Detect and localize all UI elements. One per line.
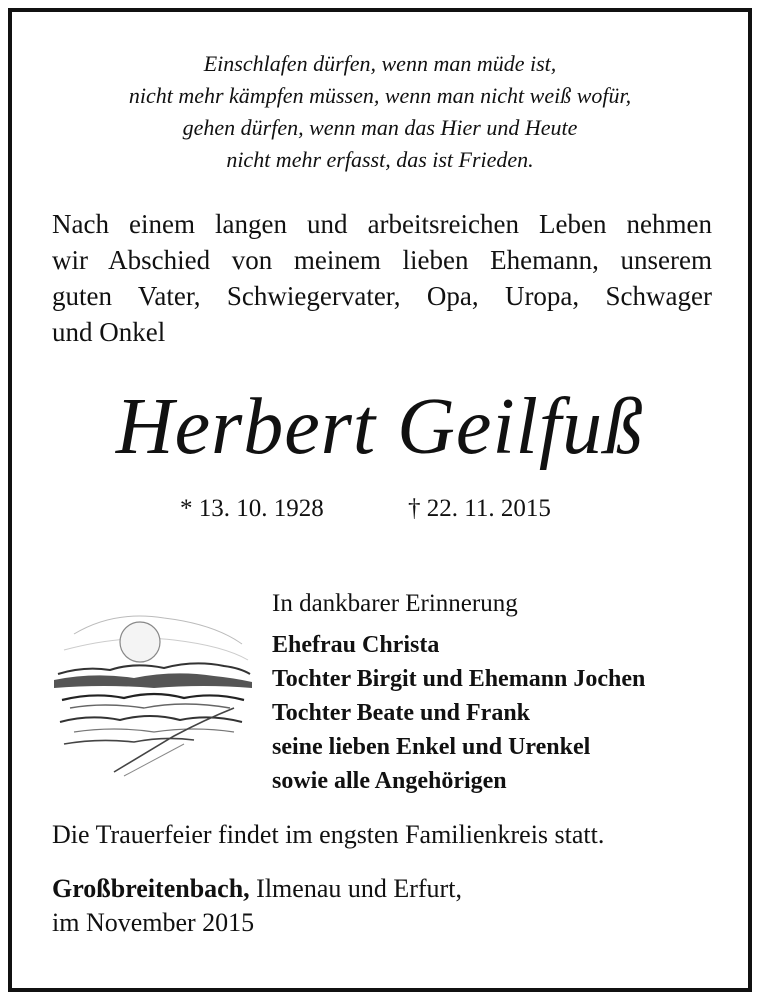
birth-date: * 13. 10. 1928 — [180, 495, 324, 522]
mourner: sowie alle Angehörigen — [272, 768, 507, 794]
poem-line: nicht mehr erfasst, das ist Frieden. — [226, 147, 534, 172]
intro-line: Nach einem langen und arbeitsreichen Leben nehmen — [52, 209, 712, 239]
death-date: † 22. 11. 2015 — [408, 495, 551, 522]
mourner: Tochter Beate und Frank — [272, 700, 531, 726]
place-and-date — [52, 872, 462, 940]
date-line: im November 2015 — [52, 908, 255, 937]
place-town: Großbreitenbach, — [52, 874, 250, 903]
intro-text — [52, 206, 712, 350]
poem-line: nicht mehr kämpfen müssen, wenn man nicht weiß wofür, — [128, 83, 632, 108]
poem-line: gehen dürfen, wenn man das Hier und Heute — [182, 115, 578, 140]
place-others: Ilmenau und Erfurt, — [249, 874, 462, 903]
mourner: Ehefrau Christa — [272, 632, 440, 658]
poem-line: Einschlafen dürfen, wenn man müde ist, — [203, 51, 557, 76]
place-line — [52, 872, 462, 906]
mourner: Tochter Birgit und Ehemann Jochen — [272, 666, 646, 692]
sunset-sea-icon — [54, 604, 254, 780]
funeral-note: Die Trauerfeier findet im engsten Familienkreis statt. — [52, 820, 605, 849]
poem — [0, 48, 760, 176]
remembrance-heading: In dankbarer Erinnerung — [272, 590, 518, 617]
intro-line: wir Abschied von meinem lieben Ehemann, unserem — [52, 245, 712, 275]
intro-line: und Onkel — [52, 317, 166, 347]
intro-line: guten Vater, Schwiegervater, Opa, Uropa, Schwager — [52, 281, 712, 311]
deceased-name: Herbert Geilfuß — [115, 383, 645, 471]
mourner: seine lieben Enkel und Urenkel — [272, 734, 591, 760]
mourners-list — [272, 628, 645, 798]
